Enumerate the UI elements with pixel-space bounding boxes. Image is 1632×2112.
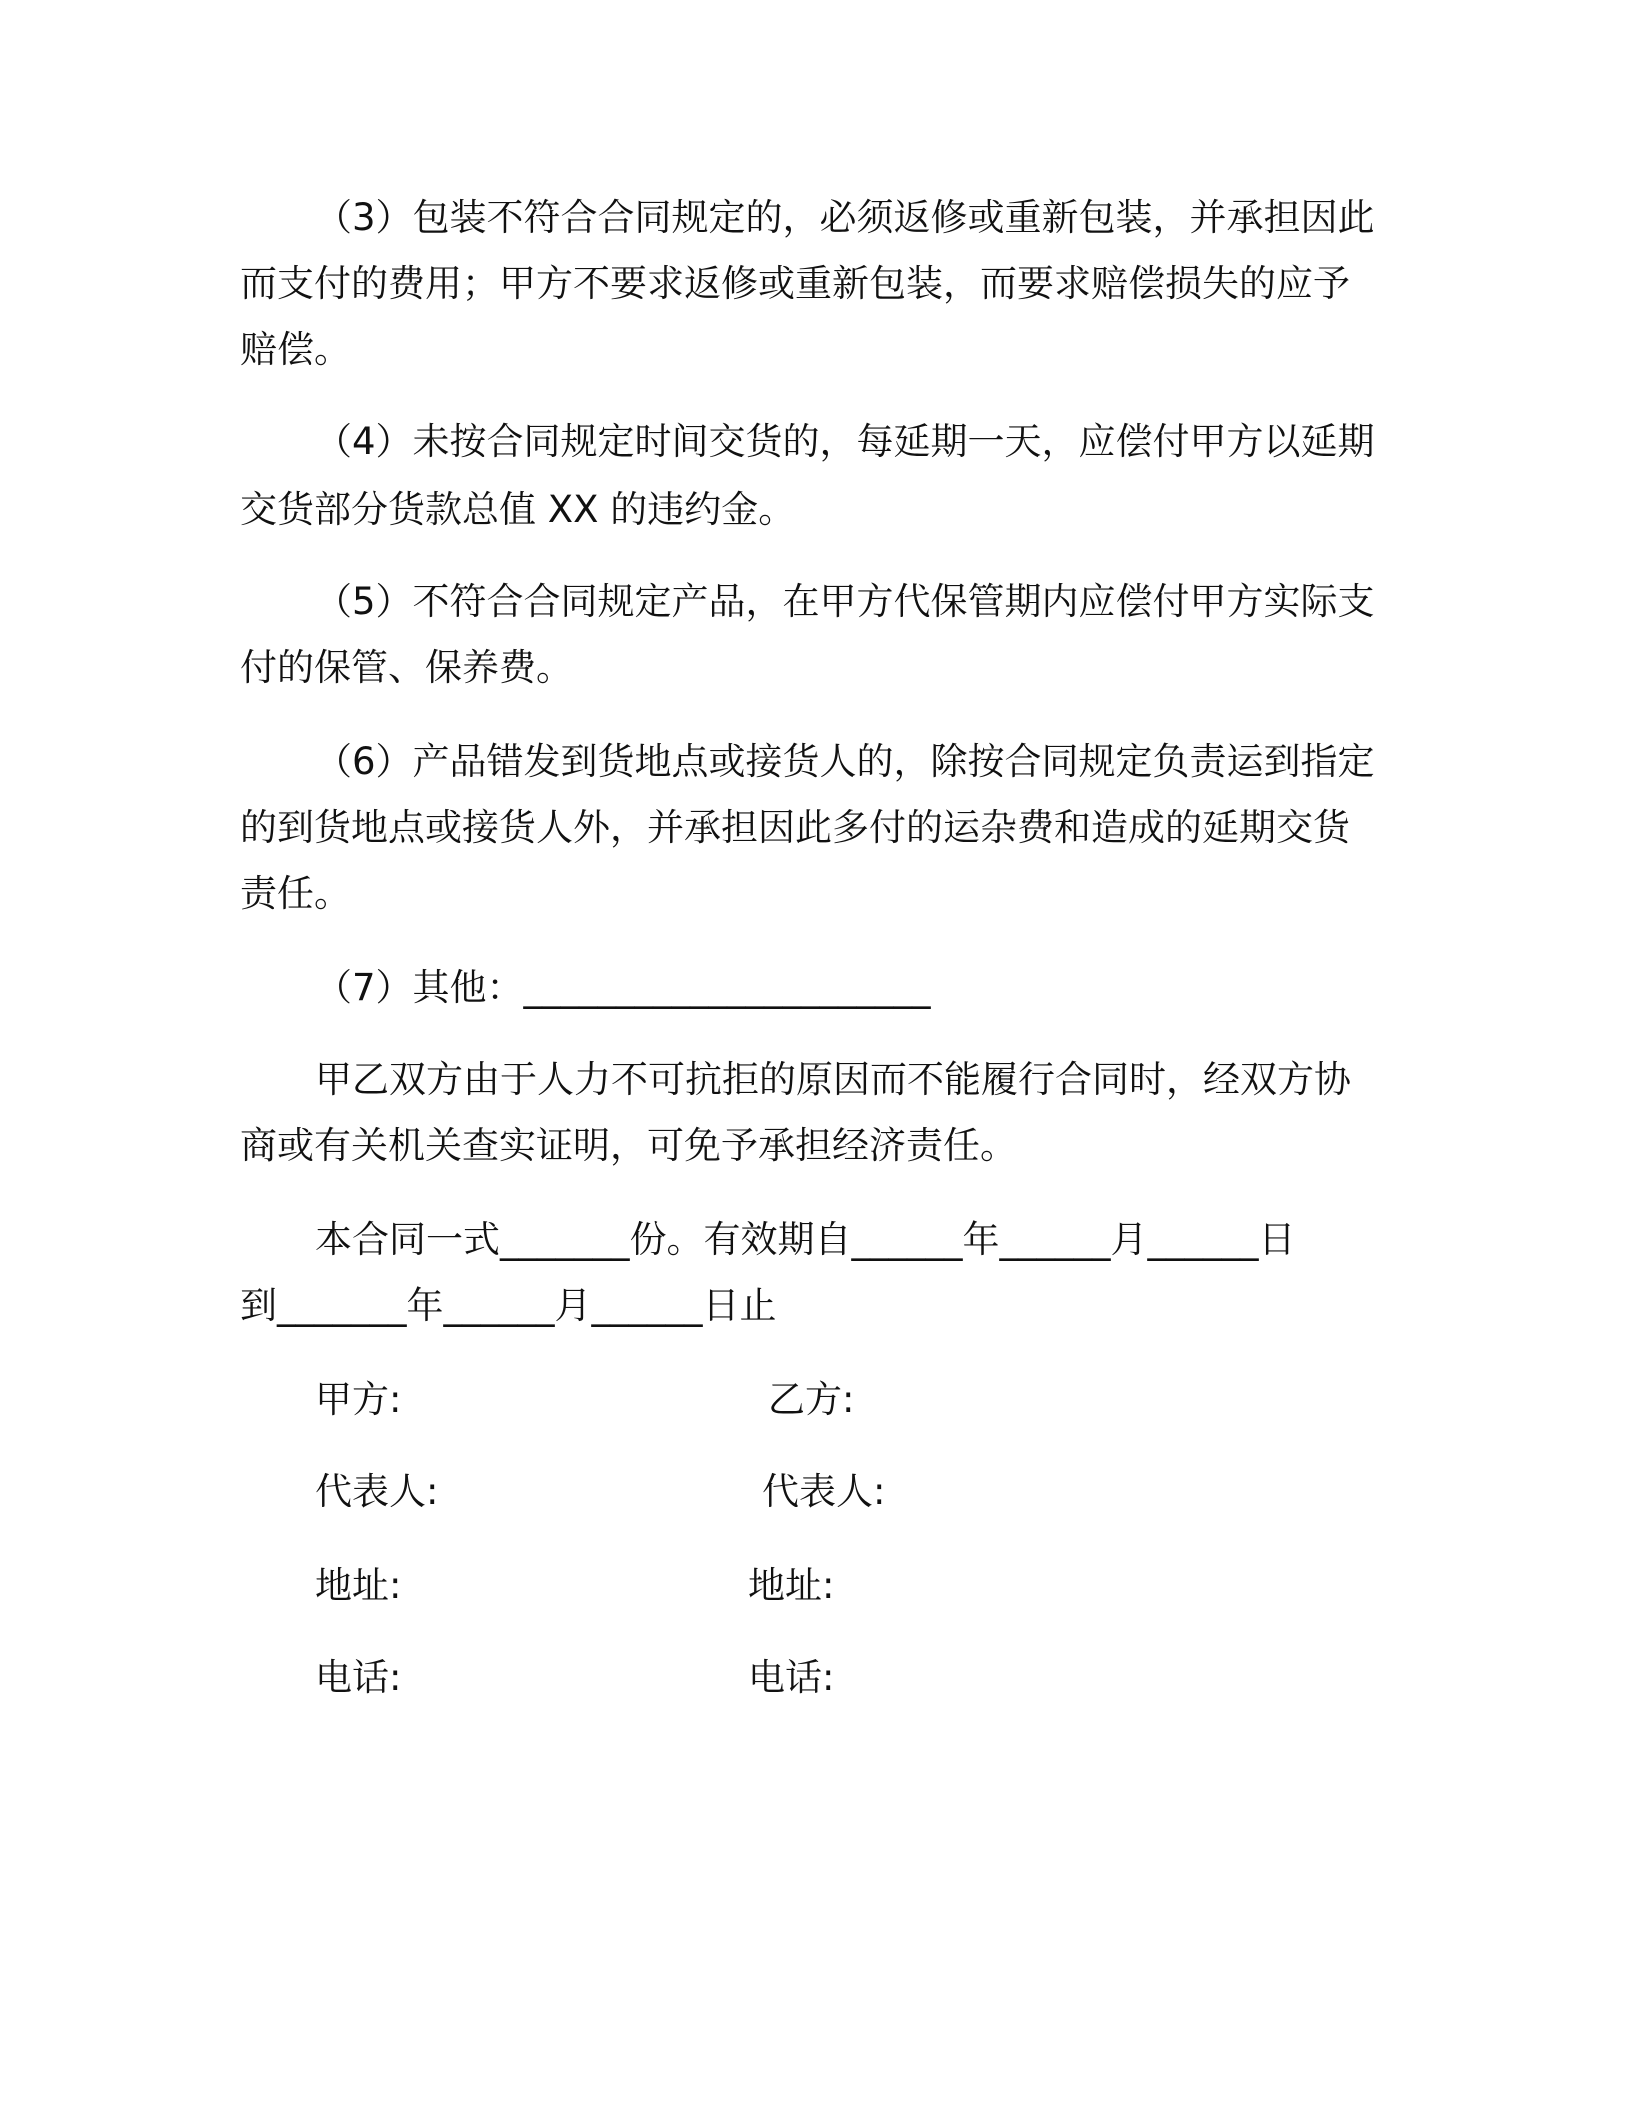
party-b-label: 乙方: — [768, 1378, 855, 1421]
force-majeure-line-1: 甲乙双方由于人力不可抗拒的原因而不能履行合同时，经双方协 — [315, 1058, 1351, 1101]
clause-7-line-1: （7）其他：______________________ — [315, 966, 931, 1009]
clause-4-line-2: 交货部分货款总值 XX 的违约金。 — [240, 488, 796, 531]
validity-line-2: 到_______年______月______日止 — [240, 1284, 777, 1327]
party-b-rep-label: 代表人: — [762, 1470, 886, 1513]
clause-3-line-3: 赔偿。 — [240, 328, 351, 371]
party-a-label: 甲方: — [315, 1378, 402, 1421]
clause-3-line-2: 而支付的费用；甲方不要求返修或重新包装，而要求赔偿损失的应予 — [240, 262, 1350, 305]
clause-5-line-1: （5）不符合合同规定产品，在甲方代保管期内应偿付甲方实际支 — [315, 580, 1375, 623]
clause-6-line-1: （6）产品错发到货地点或接货人的，除按合同规定负责运到指定 — [315, 740, 1375, 783]
clause-6-line-3: 责任。 — [240, 872, 351, 915]
clause-5-line-2: 付的保管、保养费。 — [240, 646, 573, 689]
party-a-phone-label: 电话: — [315, 1656, 402, 1699]
validity-line-1: 本合同一式_______份。有效期自______年______月______日 — [315, 1218, 1296, 1261]
party-b-phone-label: 电话: — [748, 1656, 835, 1699]
clause-3-line-1: （3）包装不符合合同规定的，必须返修或重新包装，并承担因此 — [315, 196, 1375, 239]
party-b-address-label: 地址: — [748, 1564, 835, 1607]
party-a-rep-label: 代表人: — [315, 1470, 439, 1513]
party-a-address-label: 地址: — [315, 1564, 402, 1607]
clause-6-line-2: 的到货地点或接货人外，并承担因此多付的运杂费和造成的延期交货 — [240, 806, 1350, 849]
clause-4-line-1: （4）未按合同规定时间交货的，每延期一天，应偿付甲方以延期 — [315, 420, 1375, 463]
force-majeure-line-2: 商或有关机关查实证明，可免予承担经济责任。 — [240, 1124, 1017, 1167]
